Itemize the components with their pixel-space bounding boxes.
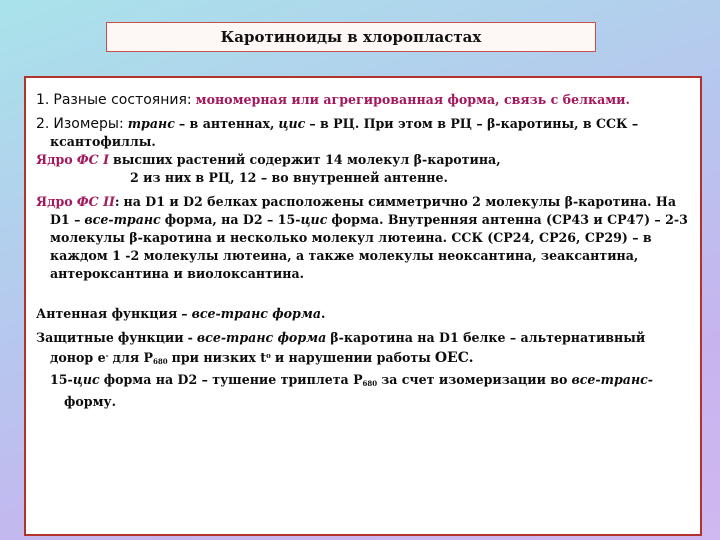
protect-text-7: за счет изомеризации во bbox=[381, 372, 568, 387]
protect-text-4: и нарушении работы bbox=[274, 350, 431, 365]
protect-paragraph bbox=[36, 329, 690, 371]
protect-text-6: форма на D2 – тушение триплета Р bbox=[103, 372, 363, 387]
ps2-label-italic: ФС II bbox=[76, 194, 115, 209]
ps1-text-line1: высших растений содержит 14 молекул β-каротина, bbox=[113, 152, 501, 167]
protect-text-5: 15- bbox=[50, 372, 73, 387]
antenna-dot: . bbox=[321, 306, 326, 321]
protect-paragraph-2 bbox=[36, 371, 690, 411]
ps2-text-2: форма, на D2 – 15- bbox=[164, 212, 301, 227]
ps2-cis: цис bbox=[300, 212, 328, 227]
ps2-text-3: форма. Внутренняя антенна (СР43 и СР47) – 2-3 молекулы β-каротина и несколько молекул лютеина. ССК (СР24, СР26, СР29) – в каждом 1 -2 молекулы лютеина, а также молекулы неоксантина, зеаксантина, антероксантина и виолоксантина. bbox=[50, 212, 688, 281]
protect-sub-680: 680 bbox=[152, 357, 168, 366]
states-number: 1. bbox=[36, 92, 50, 108]
slide-title: Каротиноиды в хлоропластах bbox=[220, 28, 482, 46]
protect-dash: - bbox=[187, 330, 193, 345]
ps2-label: Ядро bbox=[36, 194, 73, 209]
protect-cis: цис bbox=[72, 372, 100, 387]
protect-sup-minus: - bbox=[105, 351, 109, 360]
protect-sub-680-2: 680 bbox=[362, 379, 378, 388]
states-paragraph bbox=[36, 91, 690, 109]
isomers-cis: цис bbox=[278, 116, 306, 131]
states-value: мономерная или агрегированная форма, связь с белками. bbox=[195, 92, 630, 107]
protect-sup-o: o bbox=[266, 351, 271, 360]
protect-text-8: -форму. bbox=[64, 372, 654, 409]
protect-label-2: функции bbox=[117, 330, 184, 345]
isomers-label: Изомеры: bbox=[53, 116, 124, 132]
isomers-trans-text: – в антеннах, bbox=[178, 116, 275, 131]
slide-title-box bbox=[106, 22, 596, 52]
ps2-all-trans: все-транс bbox=[84, 212, 161, 227]
protect-text-1: β-каротина на D1 белке – альтернативный донор е bbox=[50, 330, 646, 365]
isomers-cis-text: – в РЦ. При этом в РЦ – β-каротины, в ССК – ксантофиллы. bbox=[50, 116, 639, 149]
protect-label: Защитные bbox=[36, 330, 114, 345]
antenna-value: все-транс форма bbox=[191, 306, 321, 321]
states-label: Разные состояния: bbox=[53, 92, 192, 108]
ps1-paragraph bbox=[36, 151, 690, 169]
protect-oec: OEC. bbox=[434, 350, 474, 366]
ps1-text-line2: 2 из них в РЦ, 12 – во внутренней антенне. bbox=[130, 170, 448, 185]
isomers-paragraph bbox=[36, 115, 690, 151]
antenna-paragraph bbox=[36, 305, 690, 323]
ps1-label: Ядро bbox=[36, 152, 73, 167]
ps2-colon: : bbox=[114, 194, 120, 209]
ps2-text-1: на D1 и D2 белках расположены симметрично 2 молекулы β-каротина. На D1 – bbox=[50, 194, 676, 227]
protect-all-trans: все-транс форма bbox=[196, 330, 327, 345]
ps1-line2 bbox=[36, 169, 690, 187]
content-box bbox=[24, 76, 702, 536]
isomers-number: 2. bbox=[36, 116, 50, 132]
ps2-paragraph bbox=[36, 193, 690, 283]
protect-text-3: при низких t bbox=[171, 350, 267, 365]
ps1-label-italic: ФС I bbox=[76, 152, 109, 167]
antenna-label: Антенная функция bbox=[36, 306, 178, 321]
protect-text-2: для Р bbox=[112, 350, 153, 365]
isomers-trans: транс bbox=[127, 116, 175, 131]
antenna-dash: – bbox=[181, 306, 188, 321]
protect-all-trans-2: все-транс bbox=[571, 372, 648, 387]
